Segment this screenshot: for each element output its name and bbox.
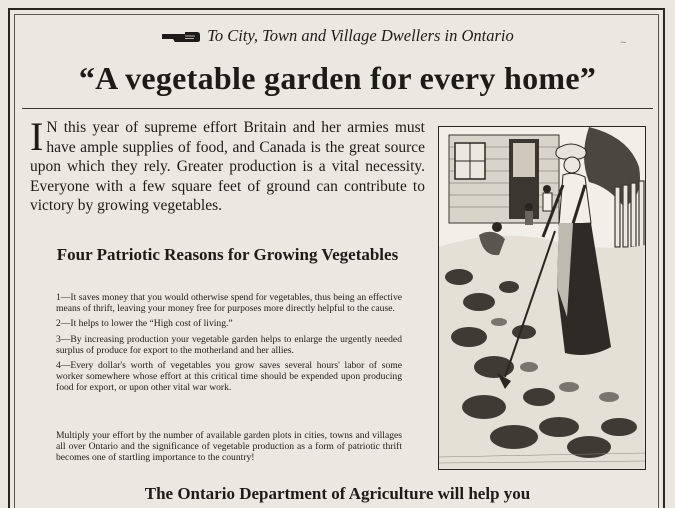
reasons-heading: Four Patriotic Reasons for Growing Vegetables [56,245,399,264]
pointing-hand-icon [161,30,201,44]
reason-item: 3—By increasing production your vegetable garden helps to enlarge the urgently needed surplus of produce for export to the motherland and her allies. [56,333,402,356]
drop-cap: I [30,114,44,159]
footer-headline: The Ontario Department of Agriculture will help you [144,484,531,503]
reason-item: 1—It saves money that you would otherwise spend for vegetables, thus being an effective means of thrift, leaving your money free for purposes more directly helpful to the cause. [56,292,402,315]
ink-smudge: ~ [619,38,627,48]
closing-paragraph: Multiply your effort by the number of available garden plots in cities, towns and villages all over Ontario and the significance of vegetable production as a form of patriotic thrift becomes one of startling importance to the country! [56,430,402,464]
woman-hoeing-garden-icon [439,127,645,469]
garden-illustration [438,126,646,470]
divider [22,108,653,109]
headline: “A vegetable garden for every home” [78,60,597,96]
reasons-list [56,292,402,398]
reason-item: 2—It helps to lower the “High cost of living.” [56,318,233,330]
reason-item: 4—Every dollar's worth of vegetables you grow saves several hours' labor of some worker somewhere whose effort at this critical time should be expended upon producing food for export, or upon other vital war work. [56,360,402,394]
kicker-text: To City, Town and Village Dwellers in Ontario [207,26,514,45]
lead-paragraph [30,114,425,216]
lead-text: N this year of supreme effort Britain and her armies must have ample supplies of food, and Canada is the great source upon which they rely. Greater production is a vital necessity. Everyone with a few square feet of ground can contribute to victory by growing vegetables. [30,119,425,214]
kicker-line [0,26,675,46]
